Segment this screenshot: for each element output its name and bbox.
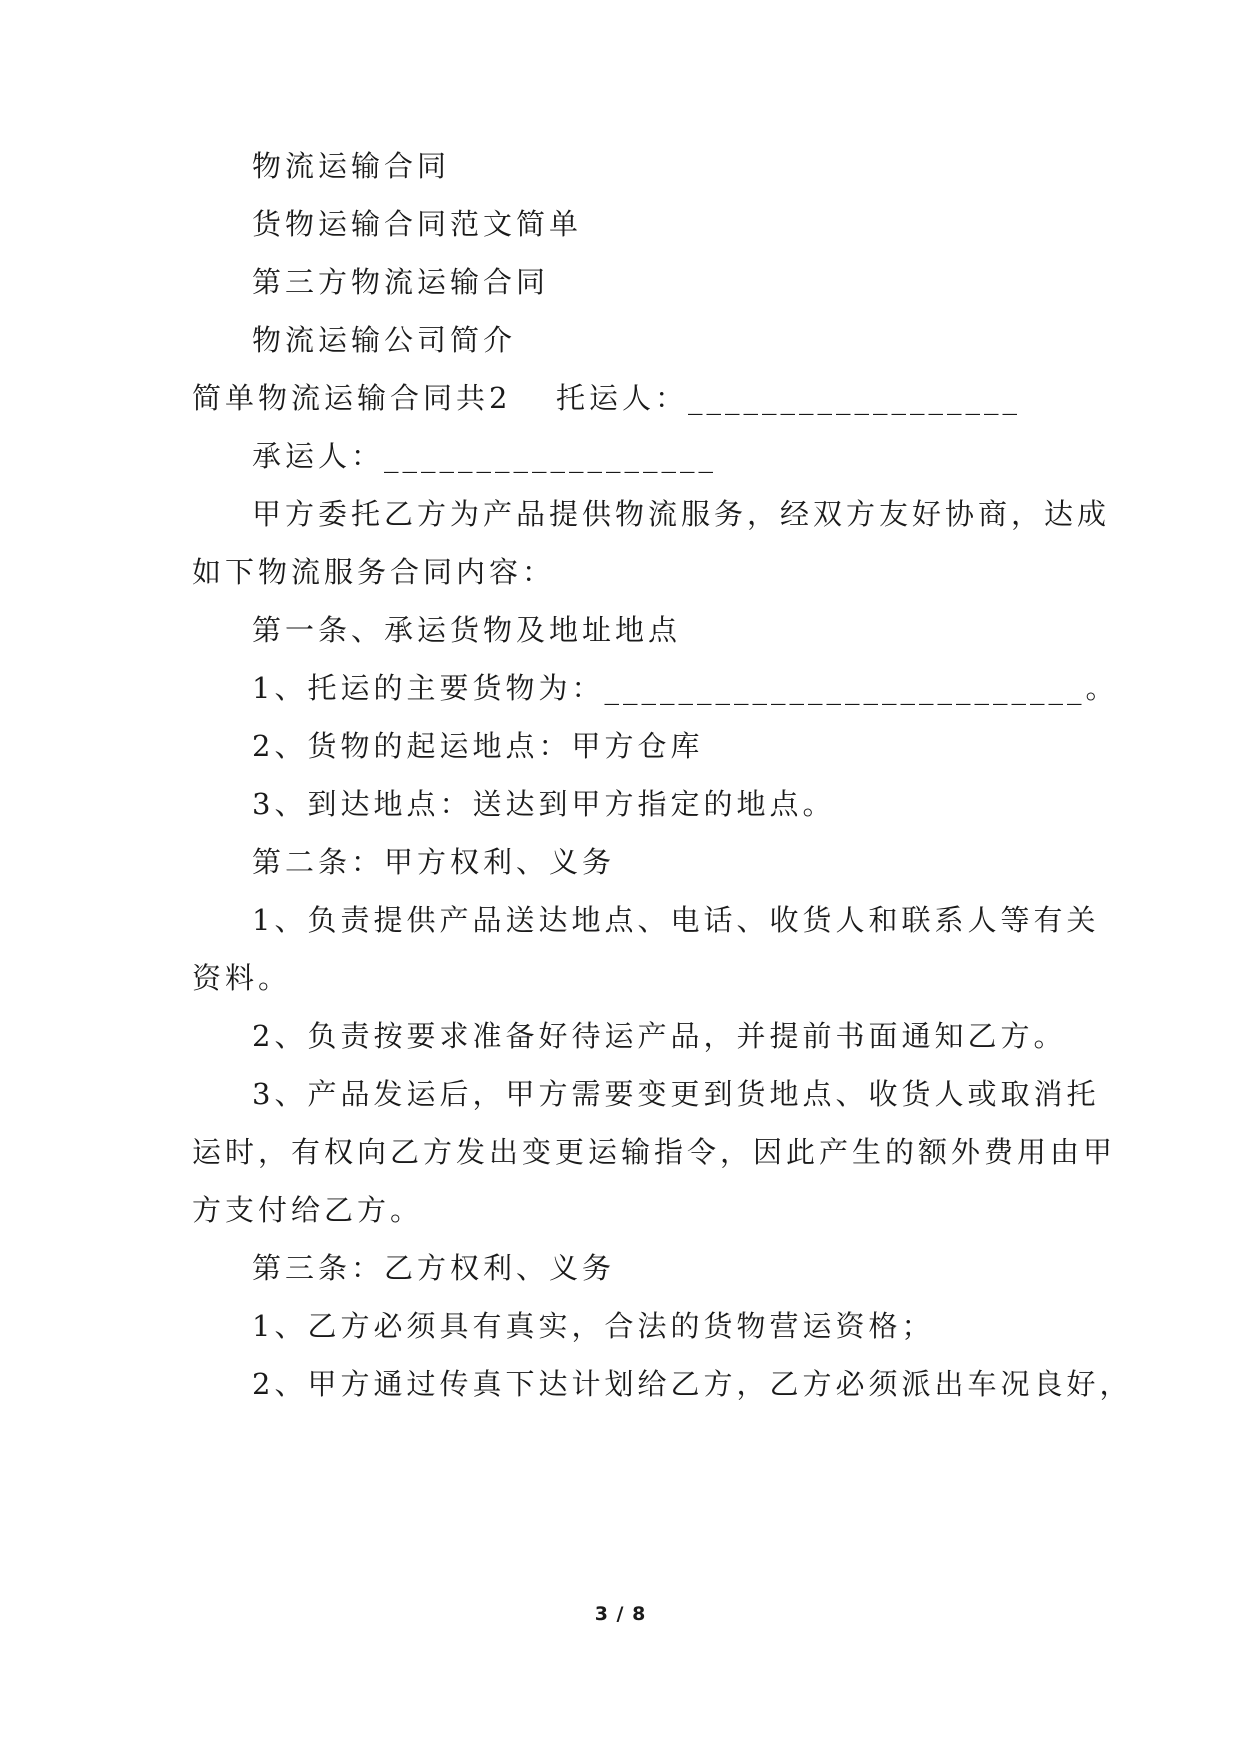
article-3-title: 第三条：乙方权利、义务 — [252, 1251, 616, 1285]
article-2-item-1: 1、负责提供产品送达地点、电话、收货人和联系人等有关 — [252, 903, 1100, 937]
article-2-title: 第二条：甲方权利、义务 — [252, 845, 616, 879]
article-3-item: 2、甲方通过传真下达计划给乙方，乙方必须派出车况良好， — [252, 1367, 1133, 1401]
article-2-item-1-cont: 资料。 — [192, 961, 292, 995]
intro-paragraph-line: 甲方委托乙方为产品提供物流服务，经双方友好协商，达成 — [252, 497, 1111, 531]
toc-item: 第三方物流运输合同 — [252, 265, 550, 299]
article-1-item: 2、货物的起运地点：甲方仓库 — [252, 729, 704, 763]
article-2-item-3-cont: 方支付给乙方。 — [192, 1193, 424, 1227]
page-number: 3 / 8 — [594, 1603, 647, 1625]
toc-item: 物流运输公司简介 — [252, 323, 517, 357]
toc-item: 货物运输合同范文简单 — [252, 207, 583, 241]
article-1-title: 第一条、承运货物及地址地点 — [252, 613, 682, 647]
article-1-item: 3、到达地点：送达到甲方指定的地点。 — [252, 787, 836, 821]
carrier-field: 承运人：__________________ — [252, 439, 718, 473]
shipper-field: 托运人：__________________ — [556, 381, 1022, 415]
article-2-item-3: 3、产品发运后，甲方需要变更到货地点、收货人或取消托 — [252, 1077, 1100, 1111]
article-2-item-3-cont: 运时，有权向乙方发出变更运输指令，因此产生的额外费用由甲 — [192, 1135, 1117, 1169]
article-1-item: 1、托运的主要货物为：__________________________。 — [252, 671, 1119, 705]
toc-item: 物流运输合同 — [252, 149, 451, 183]
contract-title: 简单物流运输合同共2 — [192, 381, 512, 415]
intro-paragraph-line: 如下物流服务合同内容： — [192, 555, 556, 589]
article-3-item: 1、乙方必须具有真实，合法的货物营运资格； — [252, 1309, 935, 1343]
article-2-item-2: 2、负责按要求准备好待运产品，并提前书面通知乙方。 — [252, 1019, 1067, 1053]
